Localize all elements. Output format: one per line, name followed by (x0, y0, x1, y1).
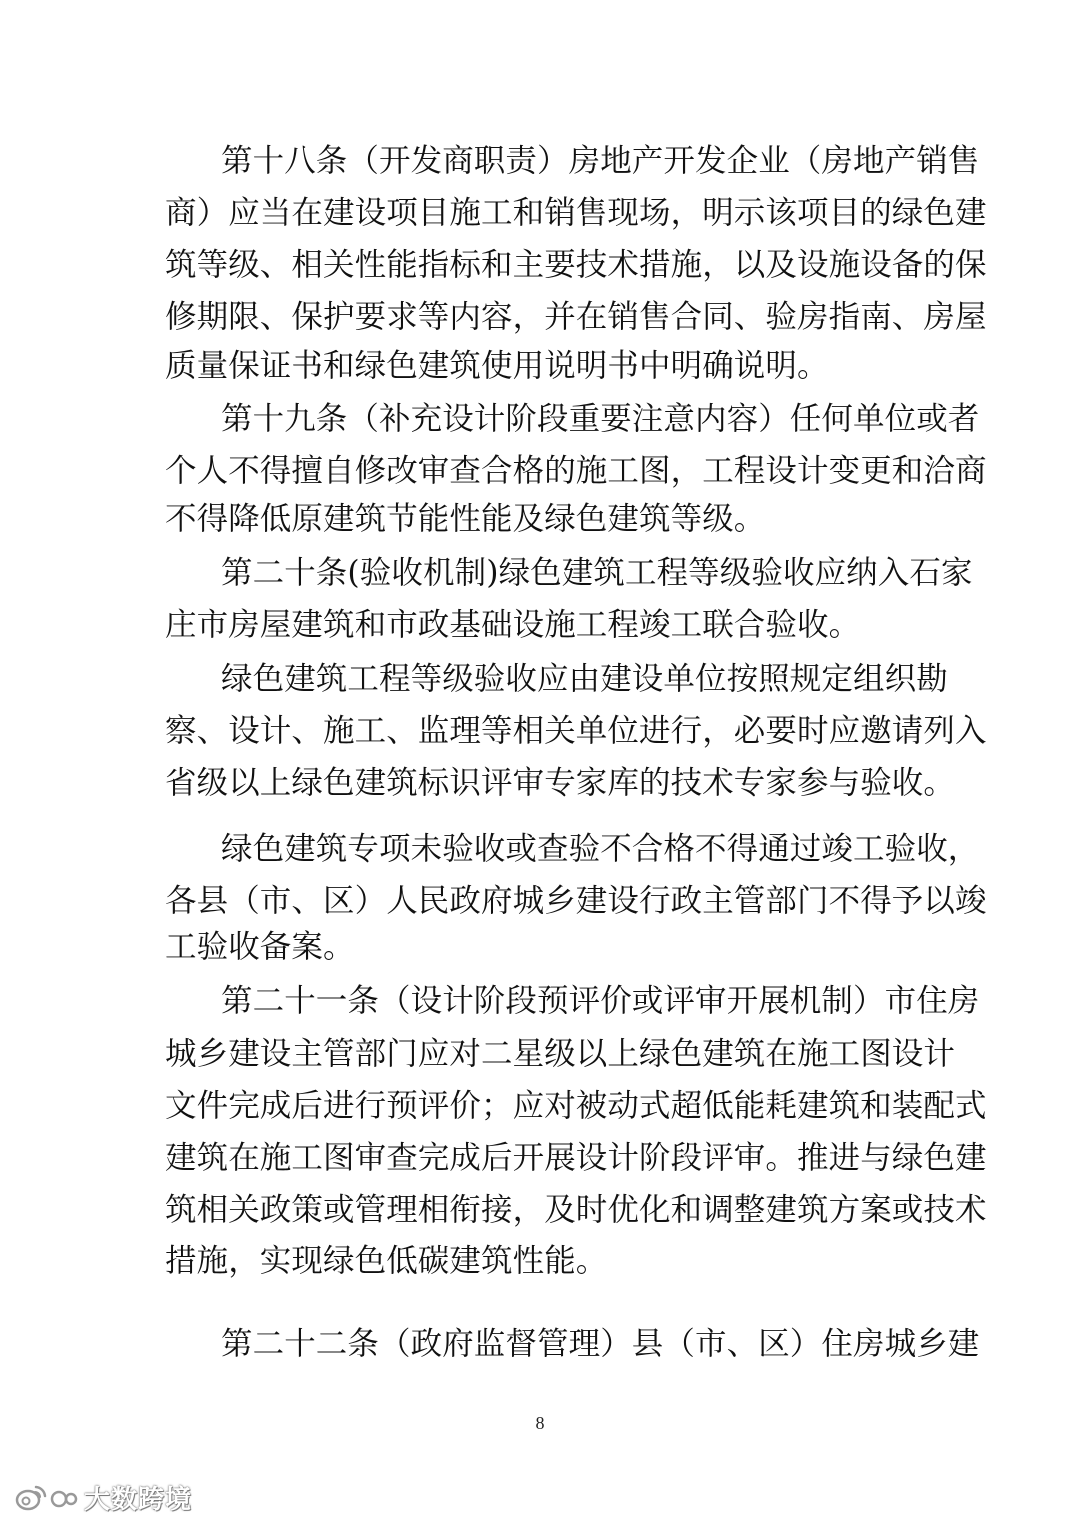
text-line: 商）应当在建设项目施工和销售现场，明示该项目的绿色建 (165, 195, 987, 231)
text-line: 修期限、保护要求等内容，并在销售合同、验房指南、房屋 (165, 299, 987, 335)
text-line: 个人不得擅自修改审查合格的施工图，工程设计变更和洽商 (165, 453, 987, 489)
text-line: 筑相关政策或管理相衔接，及时优化和调整建筑方案或技术 (165, 1192, 987, 1228)
text-line: 庄市房屋建筑和市政基础设施工程竣工联合验收。 (165, 607, 861, 643)
watermark (14, 1479, 192, 1515)
text-line: 措施，实现绿色低碳建筑性能。 (165, 1243, 608, 1279)
text-line: 第二十条(验收机制)绿色建筑工程等级验收应纳入石家 (221, 555, 973, 591)
watermark-text: 大数跨境 (84, 1484, 193, 1515)
text-line: 各县（市、区）人民政府城乡建设行政主管部门不得予以竣 (165, 883, 987, 919)
text-line: 文件完成后进行预评价；应对被动式超低能耗建筑和装配式 (165, 1088, 987, 1124)
text-line: 绿色建筑专项未验收或查验不合格不得通过竣工验收， (221, 831, 980, 867)
text-line: 省级以上绿色建筑标识评审专家库的技术专家参与验收。 (165, 765, 956, 801)
text-line: 不得降低原建筑节能性能及绿色建筑等级。 (165, 501, 766, 537)
text-line: 第十九条（补充设计阶段重要注意内容）任何单位或者 (221, 401, 980, 437)
text-line: 绿色建筑工程等级验收应由建设单位按照规定组织勘 (221, 661, 948, 697)
text-line: 第十八条（开发商职责）房地产开发企业（房地产销售 (221, 143, 980, 179)
text-line: 第二十二条（政府监督管理）县（市、区）住房城乡建 (221, 1326, 980, 1362)
text-line: 质量保证书和绿色建筑使用说明书中明确说明。 (165, 348, 829, 384)
text-line: 工验收备案。 (165, 929, 355, 965)
text-line: 察、设计、施工、监理等相关单位进行，必要时应邀请列入 (165, 713, 987, 749)
text-line: 筑等级、相关性能指标和主要技术措施，以及设施设备的保 (165, 247, 987, 283)
text-line: 城乡建设主管部门应对二星级以上绿色建筑在施工图设计 (165, 1036, 956, 1072)
weibo-logo-icon (14, 1481, 78, 1513)
text-line: 建筑在施工图审查完成后开展设计阶段评审。推进与绿色建 (165, 1140, 987, 1176)
page-number: 8 (535, 1413, 545, 1433)
text-line: 第二十一条（设计阶段预评价或评审开展机制）市住房 (221, 983, 980, 1019)
